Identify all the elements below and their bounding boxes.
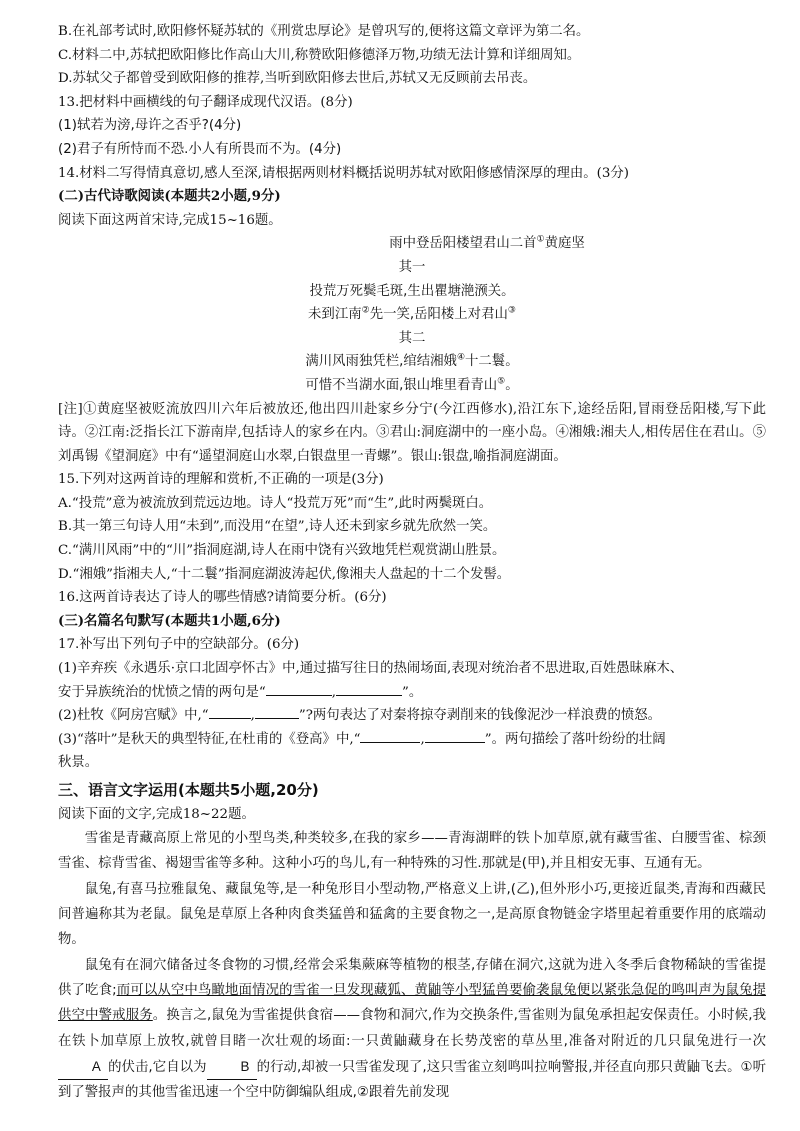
q17-sub2-text: (2)杜牧《阿房宫赋》中,“ <box>58 708 209 724</box>
poem2-line2-b: 。 <box>505 377 519 393</box>
poem2-line1 <box>58 350 766 374</box>
poem1-line2-note1: ② <box>361 305 370 316</box>
q17-sub3-text: (3)“落叶”是秋天的典型特征,在杜甫的《登高》中,“ <box>58 731 361 747</box>
passage-para1: 雪雀是青藏高原上常见的小型鸟类,种类较多,在我的家乡——青海湖畔的铁卜加草原,就有藏雪雀、白腰雪雀、棕颈雪雀、棕背雪雀、褐翅雪雀等多种。这种小巧的鸟儿,有一种特殊的习性.那就是(甲),并且相安无事、互通有无。 <box>58 831 766 872</box>
poem-part1-label: 其一 <box>398 259 426 275</box>
q15-option-b: B.其一第三句诗人用“未到”,而没用“在望”,诗人还未到家乡就先欣然一笑。 <box>58 519 497 535</box>
q17-sub1-line1: (1)辛弃疾《永遇乐·京口北固亭怀古》中,通过描写往日的热闹场面,表现对统治者不思进取,百姓愚昧麻木、 <box>58 661 684 677</box>
answer-blank[interactable] <box>360 742 420 743</box>
poem1-line2-b: 先一笑,岳阳楼上对君山 <box>369 307 508 323</box>
answer-blank[interactable] <box>209 718 251 719</box>
para3-text-a: 鼠兔有在洞穴储备过冬食物的习惯,经常会采集蕨麻等植物的根茎,存储在洞穴,这就为进入冬季后食物稀缺的雪雀提供了吃食; <box>58 957 766 998</box>
poem1-line2 <box>58 303 766 327</box>
blank-b: B <box>207 1054 257 1080</box>
poem2-line2-a: 可惜不当湖水面,银山堆里看青山 <box>305 377 498 393</box>
part3-intro: 阅读下面的文字,完成18~22题。 <box>58 806 255 822</box>
q17-sub3 <box>58 728 766 752</box>
poem2-line1-note: ④ <box>456 352 466 363</box>
q17-sub3-cont: 秋景。 <box>58 755 99 771</box>
poem-title-line <box>58 232 766 256</box>
answer-blank[interactable] <box>336 695 402 696</box>
poem-notes: [注]①黄庭坚被贬流放四川六年后被放还,他出四川赴家乡分宁(今江西修水),沿江东下,途经岳阳,冒雨登岳阳楼,写下此诗。②江南:泛指长江下游南岸,包括诗人的家乡在内。③君山:洞庭湖中的一座小岛。④湘娥:湘夫人,相传居住在君山。⑤刘禹锡《望洞庭》中有“遥望洞庭山水翠,白银盘里一青螺”。银山:银盘,喻指洞庭湖面。 <box>58 401 766 464</box>
passage-para3 <box>58 953 766 1106</box>
poem-title: 雨中登岳阳楼望君山二首 <box>389 236 537 252</box>
q12-option-c: C.材料二中,苏轼把欧阳修比作高山大川,称赞欧阳修德泽万物,功绩无法计算和详细周知。 <box>58 47 581 63</box>
poem1-line2-note2: ③ <box>507 305 516 316</box>
q15-option-d: D.“湘娥”指湘夫人,“十二鬟”指洞庭湖波涛起伏,像湘夫人盘起的十二个发髻。 <box>58 566 511 582</box>
q13-stem: 13.把材料中画横线的句子翻译成现代汉语。(8分) <box>58 94 353 110</box>
poem2-line2-note: ⑤ <box>497 376 506 387</box>
q17-sub2-sep: , <box>250 708 255 724</box>
answer-blank[interactable] <box>255 718 299 719</box>
q16-stem: 16.这两首诗表达了诗人的哪些情感?请简要分析。(6分) <box>58 590 387 606</box>
section-recitation-heading: (三)名篇名句默写(本题共1小题,6分) <box>58 612 281 629</box>
section-poetry-heading: (二)古代诗歌阅读(本题共2小题,9分) <box>58 188 281 205</box>
para3-text-b: 。换言之,鼠兔为雪雀提供食宿——食物和洞穴,作为交换条件,雪雀则为鼠兔承担起安保责任。小时候,我在铁卜加草原上放牧,就曾目睹一次壮观的场面:一只黄鼬藏身在长势茂密的草丛里,准备对附近的几只鼠兔进行一次 <box>58 1008 766 1049</box>
q15-option-c: C.“满川风雨”中的“川”指洞庭湖,诗人在雨中饶有兴致地凭栏观赏湖山胜景。 <box>58 543 506 559</box>
exam-page <box>58 20 766 1105</box>
q15-stem: 15.下列对这两首诗的理解和赏析,不正确的一项是(3分) <box>58 472 384 488</box>
para3-underlined-sentence: 而可以从空中鸟瞰地面情况的雪雀一旦发现藏狐、黄鼬等小型猛兽要偷袭鼠兔便以紧张急促的鸣叫声为鼠兔提供空中警戒服务 <box>58 982 767 1024</box>
poem2-line1-a: 满川风雨独凭栏,绾结湘娥 <box>305 354 457 370</box>
para3-text-d: 的行动,却被一只雪雀发现了,这只雪雀立刻鸣叫拉响警报,并径直向那只黄鼬飞去。①听到了警报声的其他雪雀迅速一个空中防御编队组成,②跟着先前发现 <box>58 1059 766 1101</box>
q17-sub1-end: ”。 <box>401 684 423 700</box>
poem1-line2-a: 未到江南 <box>308 307 362 323</box>
q14-stem: 14.材料二写得情真意切,感人至深,请根据两则材料概括说明苏轼对欧阳修感情深厚的理由。(3分) <box>58 165 630 181</box>
poetry-intro: 阅读下面这两首宋诗,完成15~16题。 <box>58 212 282 228</box>
answer-blank[interactable] <box>425 742 485 743</box>
q12-option-b: B.在礼部考试时,欧阳修怀疑苏轼的《刑赏忠厚论》是曾巩写的,便将这篇文章评为第二名。 <box>58 24 590 39</box>
q17-sub3-sep: , <box>420 731 425 747</box>
poem-part2-label: 其二 <box>398 330 426 346</box>
answer-blank[interactable] <box>266 695 332 696</box>
q17-sub3-end: ”。两句描绘了落叶纷纷的壮阔 <box>484 731 666 747</box>
q15-option-a: A.“投荒”意为被流放到荒远边地。诗人“投荒万死”而“生”,此时两鬓斑白。 <box>58 495 493 511</box>
poem-author: 黄庭坚 <box>544 236 585 252</box>
q17-sub1-text: 安于异族统治的忧愤之情的两句是“ <box>58 684 266 700</box>
para3-text-c: 的伏击,它自以为 <box>108 1059 207 1075</box>
q17-sub2 <box>58 704 766 728</box>
q13-sub1: (1)轼若为滂,母许之否乎?(4分) <box>58 118 242 134</box>
passage-para2: 鼠兔,有喜马拉雅鼠兔、藏鼠兔等,是一种兔形目小型动物,严格意义上讲,(乙),但外形小巧,更接近鼠类,青海和西藏民间普遍称其为老鼠。鼠兔是草原上各种肉食类猛兽和猛禽的主要食物之一,是高原食物链金字塔里起着重要作用的底端动物。 <box>58 881 766 948</box>
q12-option-d: D.苏轼父子都曾受到欧阳修的推荐,当听到欧阳修去世后,苏轼又无反顾前去吊丧。 <box>58 71 537 87</box>
q17-sub1-sep: , <box>331 684 336 700</box>
part3-heading: 三、语言文字运用(本题共5小题,20分) <box>58 781 319 799</box>
q17-sub1-line2 <box>58 681 766 705</box>
blank-a: A <box>58 1054 108 1080</box>
poem-title-note: ① <box>536 234 545 245</box>
poem2-line1-b: 十二鬟。 <box>465 354 519 370</box>
poem1-line1: 投荒万死鬓毛斑,生出瞿塘滟滪关。 <box>309 283 515 299</box>
q13-sub2: (2)君子有所恃而不恐.小人有所畏而不为。(4分) <box>58 141 342 157</box>
q17-stem: 17.补写出下列句子中的空缺部分。(6分) <box>58 637 300 653</box>
q17-sub2-end: ”?两句表达了对秦将掠夺剥削来的钱像泥沙一样浪费的愤怒。 <box>298 708 662 724</box>
poem2-line2 <box>58 374 766 398</box>
